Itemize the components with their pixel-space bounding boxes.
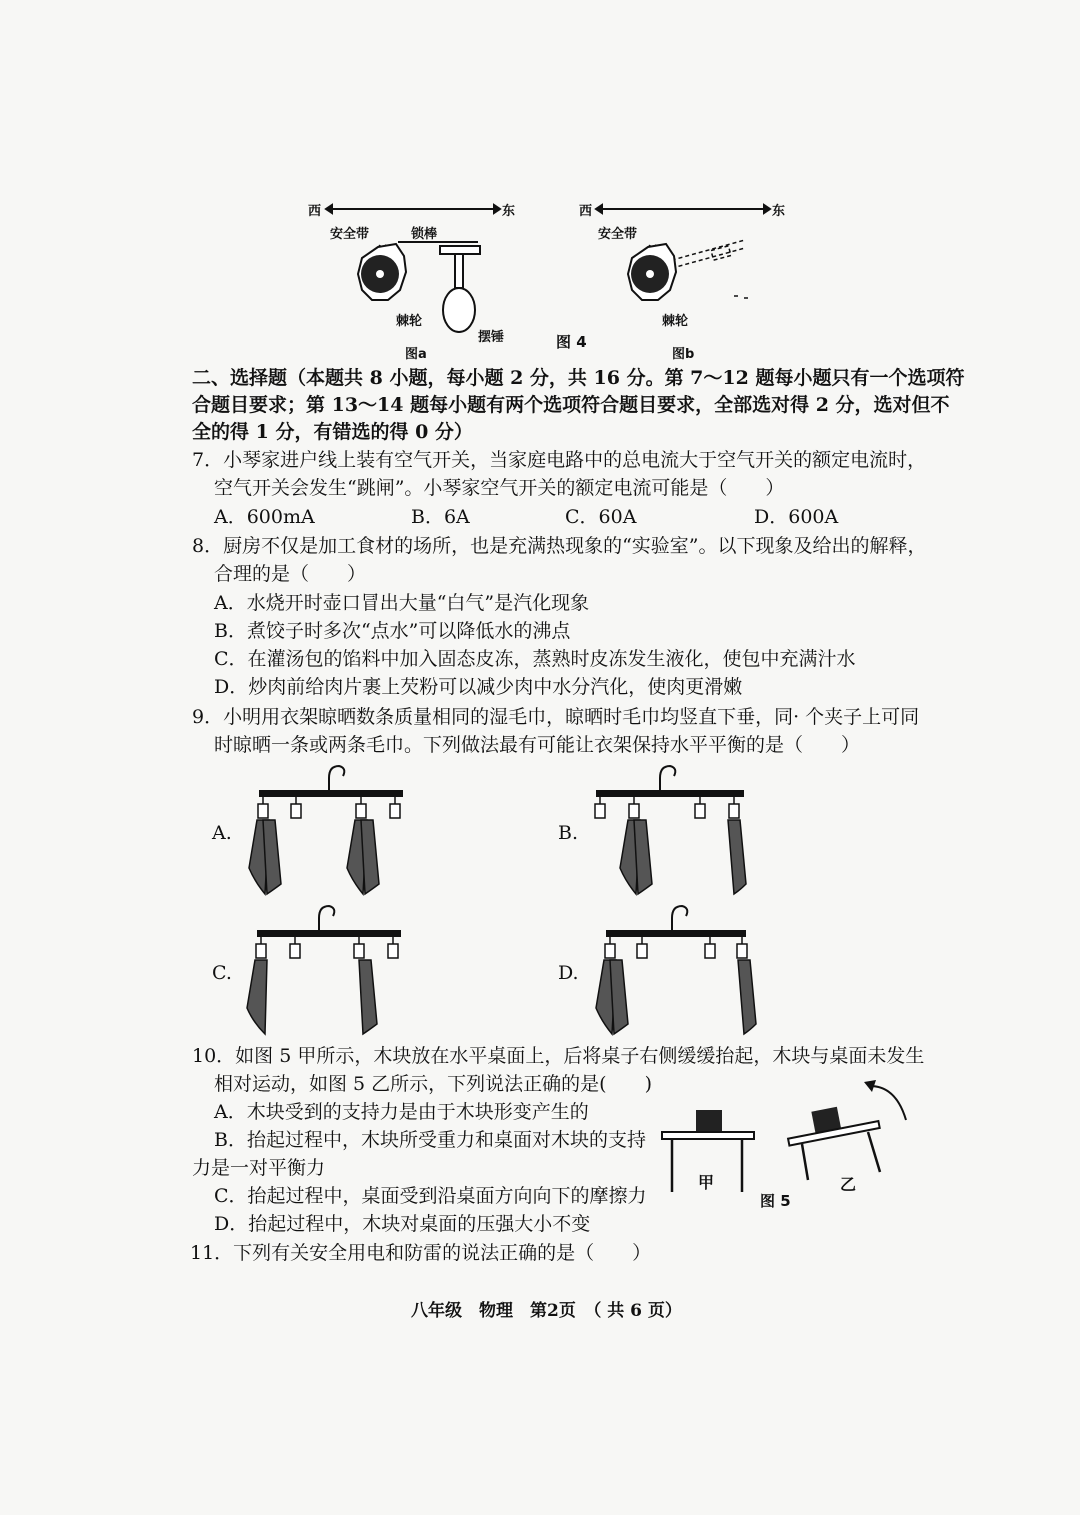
fig4b-east-label: 东 <box>772 204 786 219</box>
fig5-jia-label: 甲 <box>698 1173 715 1192</box>
section-2-line-1: 二、选择题（本题共 8 小题，每小题 2 分，共 16 分。第 7～12 题每小题只有一个选项符 <box>192 367 965 389</box>
q9-hanger-b <box>592 758 772 898</box>
figure-5 <box>658 1076 918 1196</box>
fig4a-belt-label: 安全带 <box>330 227 370 242</box>
fig5-table-yi <box>784 1080 906 1180</box>
q7-option-b: B．6A <box>411 506 470 528</box>
q9-option-c-label: C. <box>212 962 232 984</box>
q8-stem-line-1: 8．厨房不仅是加工食材的场所，也是充满热现象的“实验室”。以下现象及给出的解释， <box>192 535 927 557</box>
q8-option-b: B．煮饺子时多次“点水”可以降低水的沸点 <box>214 620 571 642</box>
fig5-caption: 图 5 <box>760 1192 791 1210</box>
q7-stem-line-1: 7．小琴家进户线上装有空气开关，当家庭电路中的总电流大于空气开关的额定电流时， <box>192 449 927 471</box>
fig4b-belt-label: 安全带 <box>598 227 638 242</box>
fig4a-ratchet-label: 棘轮 <box>396 314 423 329</box>
q9-option-d-label: D. <box>558 962 579 984</box>
q10-option-c: C．抬起过程中，桌面受到沿桌面方向向下的摩擦力 <box>214 1185 647 1207</box>
fig4a-lockbar-label: 锁棒 <box>411 227 438 242</box>
fig4a-west-label: 西 <box>308 204 322 219</box>
fig4b-sub-label: 图b <box>672 347 695 362</box>
q8-option-d: D．炒肉前给肉片裹上芡粉可以减少肉中水分汽化，使肉更滑嫩 <box>214 676 743 698</box>
fig4b-drawing <box>0 0 1080 370</box>
q9-hanger-c <box>243 898 423 1038</box>
page-footer: 八年级 物理 第2页 （ 共 6 页） <box>411 1301 682 1321</box>
q9-stem-line-1: 9．小明用衣架晾晒数条质量相同的湿毛巾，晾晒时毛巾均竖直下垂，同· 个夹子上可同 <box>192 706 920 728</box>
q8-stem-line-2: 合理的是（ ） <box>214 563 367 585</box>
q7-stem-line-2: 空气开关会发生“跳闸”。小琴家空气开关的额定电流可能是（ ） <box>214 477 785 499</box>
q8-option-c: C．在灌汤包的馅料中加入固态皮冻，蒸熟时皮冻发生液化，使包中充满汁水 <box>214 648 856 670</box>
q8-option-a: A．水烧开时壶口冒出大量“白气”是汽化现象 <box>214 592 590 614</box>
q9-option-b-label: B. <box>558 822 579 844</box>
section-2-line-2: 合题目要求；第 13～14 题每小题有两个选项符合题目要求，全部选对得 2 分，选对但不 <box>192 394 950 416</box>
q7-option-d: D．600A <box>754 506 839 528</box>
q10-stem-line-1: 10．如图 5 甲所示，木块放在水平桌面上，后将桌子右侧缓缓抬起，木块与桌面未发生 <box>192 1045 925 1067</box>
q9-hanger-d <box>592 898 772 1038</box>
q10-option-b-line-2: 力是一对平衡力 <box>192 1157 326 1179</box>
q10-option-b-line-1: B．抬起过程中，木块所受重力和桌面对木块的支持 <box>214 1129 646 1151</box>
fig4-caption: 图 4 <box>556 333 587 351</box>
q9-stem-line-2: 时晾晒一条或两条毛巾。下列做法最有可能让衣架保持水平平衡的是（ ） <box>214 734 861 756</box>
fig4b-ratchet-label: 棘轮 <box>662 314 689 329</box>
section-2-line-3: 全的得 1 分，有错选的得 0 分） <box>192 421 473 443</box>
fig4a-sub-label: 图a <box>405 347 427 362</box>
q10-option-d: D．抬起过程中，木块对桌面的压强大小不变 <box>214 1213 591 1235</box>
q7-option-c: C．60A <box>565 506 637 528</box>
fig5-yi-label: 乙 <box>840 1175 857 1194</box>
q10-option-a: A．木块受到的支持力是由于木块形变产生的 <box>214 1101 589 1123</box>
q11-stem-line-1: 11．下列有关安全用电和防雷的说法正确的是（ ） <box>190 1242 652 1264</box>
fig4a-east-label: 东 <box>502 204 516 219</box>
q10-stem-line-2: 相对运动，如图 5 乙所示，下列说法正确的是( ) <box>214 1073 652 1095</box>
q9-option-a-label: A. <box>212 822 232 844</box>
fig4a-pendulum-label: 摆锤 <box>478 330 505 345</box>
q7-option-a: A．600mA <box>214 506 315 528</box>
q9-hanger-a <box>243 758 423 898</box>
fig4b-west-label: 西 <box>579 204 593 219</box>
